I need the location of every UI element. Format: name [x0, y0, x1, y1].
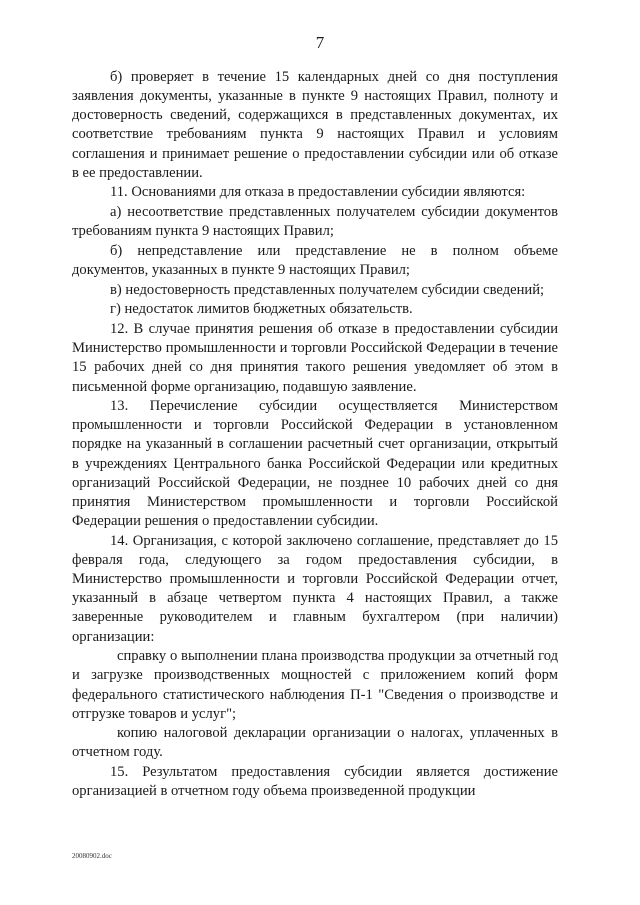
paragraph-13: 13. Перечисление субсидии осуществляется Министерством промышленности и торговли Российской Федерации в установленном порядке на указанный в соглашении расчетный счет организации, открытый в учреждениях Центрального банка Российской Федерации или кредитных организаций Российской Федерации, не позднее 10 рабочих дней со дня принятия Министерством промышленности и торговли Российской Федерации решения о предоставлении субсидии.	[72, 398, 558, 530]
paragraph-14-item-2: копию налоговой декларации организации о налогах, уплаченных в отчетном году.	[72, 725, 558, 761]
paragraph-15: 15. Результатом предоставления субсидии является достижение организацией в отчетном году объема произведенной продукции	[72, 764, 558, 800]
document-body	[72, 68, 558, 802]
paragraph-11: 11. Основаниями для отказа в предоставлении субсидии являются:	[110, 184, 526, 201]
paragraph-11d: г) недостаток лимитов бюджетных обязательств.	[110, 301, 413, 318]
page-number: 7	[315, 33, 325, 52]
paragraph-11a: а) несоответствие представленных получателем субсидии документов требованиям пункта 9 настоящих Правил;	[72, 204, 558, 240]
paragraph-11b: б) непредставление или представление не в полном объеме документов, указанных в пункте 9 настоящих Правил;	[72, 242, 558, 279]
paragraph-11c: в) недостоверность представленных получателем субсидии сведений;	[110, 281, 545, 298]
paragraph-14: 14. Организация, с которой заключено соглашение, представляет до 15 февраля года, следующего за годом предоставления субсидии, в Министерство промышленности и торговли Российской Федерации отчет, указанный в абзаце четвертом пункта 4 настоящих Правил, а также заверенные руководителем и главным бухгалтером (при наличии) организации:	[72, 532, 558, 645]
paragraph-10b: б) проверяет в течение 15 календарных дней со дня поступления заявления документы, указанные в пункте 9 настоящих Правил, полноту и достоверность сведений, содержащихся в представленных документах, их соответствие требованиям пункта 9 настоящих Правил и условиям соглашения и принимает решение о предоставлении субсидии или об отказе в ее предоставлении.	[72, 69, 558, 181]
file-name-footer: 20080902.doc	[72, 852, 112, 860]
paragraph-14-item-1: справку о выполнении плана производства продукции за отчетный год и загрузке производственных мощностей с приложением копий форм федерального статистического наблюдения П-1 "Сведения о производстве и отгрузке товаров и услуг";	[72, 648, 558, 722]
paragraph-12: 12. В случае принятия решения об отказе в предоставлении субсидии Министерство промышленности и торговли Российской Федерации в течение 15 рабочих дней со дня принятия такого решения уведомляет об этом в письменной форме организацию, подавшую заявление.	[72, 321, 558, 395]
